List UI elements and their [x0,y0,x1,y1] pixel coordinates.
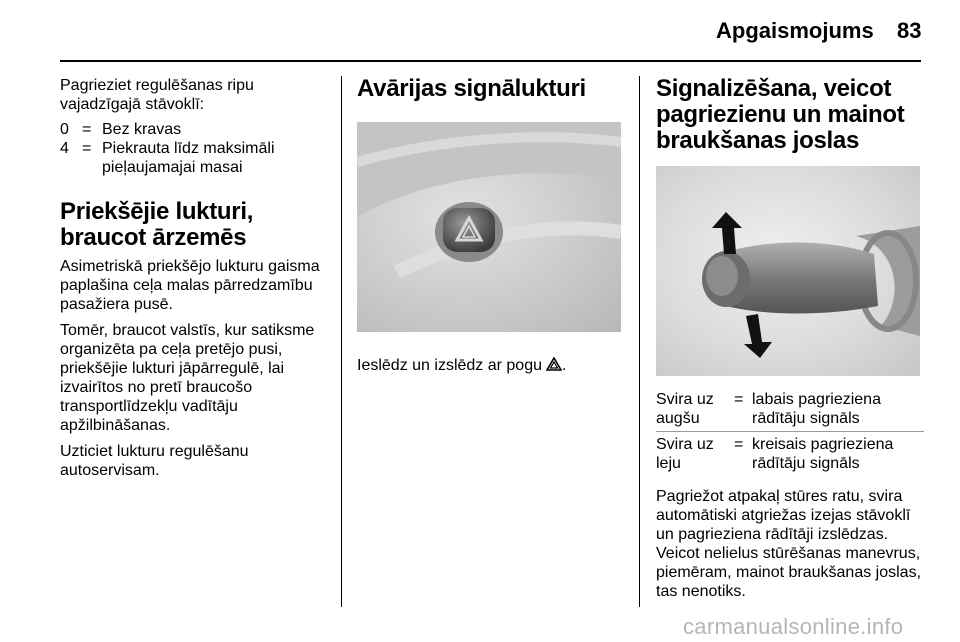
paragraph: Tomēr, braucot valstīs, kur satiksme organizēta pa ceļa pretējo pusi, priekšējie lukturi jāpārregulē, lai izvairītos no pretī braucošo transportlīdzekļu vadītāju apžilbināšanas. [60,322,315,434]
section-title: Apgaismojums [716,18,874,43]
definition-value: Bez kravas [102,121,182,138]
heading-turn-signals: Signalizēšana, veicot pagriezienu un mainot braukšanas joslas [656,75,905,154]
hazard-warning-icon [546,357,562,371]
hazard-button-illustration [357,122,621,332]
caption-text: Ieslēdz un izslēdz ar pogu [357,357,542,374]
position-equals: = [734,436,744,453]
position-value: labais pagrieziena rādītāju signāls [752,391,881,427]
table-row [656,435,924,473]
definition-row [60,120,332,139]
turn-signal-lever-illustration [656,166,920,376]
intro-text: Pagrieziet regulēšanas ripu vajadzīgajā stāvoklī: [60,77,254,113]
table-row [656,390,924,428]
page-number: 83 [897,18,922,43]
definition-key: 0 [60,121,69,138]
hazard-caption [357,356,625,375]
definition-value: Piekrauta līdz maksimāli pieļaujamajai masai [102,140,275,176]
definition-equals: = [82,121,92,138]
heading-hazard-lights: Avārijas signālukturi [357,75,586,102]
load-definitions [60,120,332,177]
paragraph: Uzticiet lukturu regulēšanu autoservisam. [60,443,249,479]
column-divider-2 [639,76,640,607]
paragraph: Pagriežot atpakaļ stūres ratu, svira automātiski atgriežas izejas stāvoklī un pagrieziena rādītāji izslēdzas. Veicot nelielus stūrēšanas manevrus, piemēram, mainot braukšanas joslas, tas nenotiks. [656,488,922,600]
position-equals: = [734,391,744,408]
lever-drawing [656,166,920,376]
dashboard-drawing [357,122,621,332]
watermark: carmanualsonline.info [683,614,904,639]
caption-end: . [562,357,567,374]
arrow-up-icon [712,212,742,254]
header-rule [60,60,921,62]
heading-headlights-abroad: Priekšējie lukturi, braucot ārzemēs [60,198,254,251]
column-middle [357,76,625,375]
column-left [60,76,332,480]
definition-row [60,139,332,177]
lever-position-table [656,390,924,473]
position-key: Svira uz augšu [656,391,714,427]
paragraph: Asimetriskā priekšējo lukturu gaisma paplašina ceļa malas pārredzamību pasažiera pusē. [60,258,320,313]
position-key: Svira uz leju [656,436,714,472]
position-value: kreisais pagrieziena rādītāju signāls [752,436,894,472]
page-header [0,0,960,62]
arrow-down-icon [744,314,772,358]
table-separator [656,431,924,432]
definition-equals: = [82,140,92,157]
column-right [656,76,924,601]
definition-key: 4 [60,140,69,157]
column-divider-1 [341,76,342,607]
